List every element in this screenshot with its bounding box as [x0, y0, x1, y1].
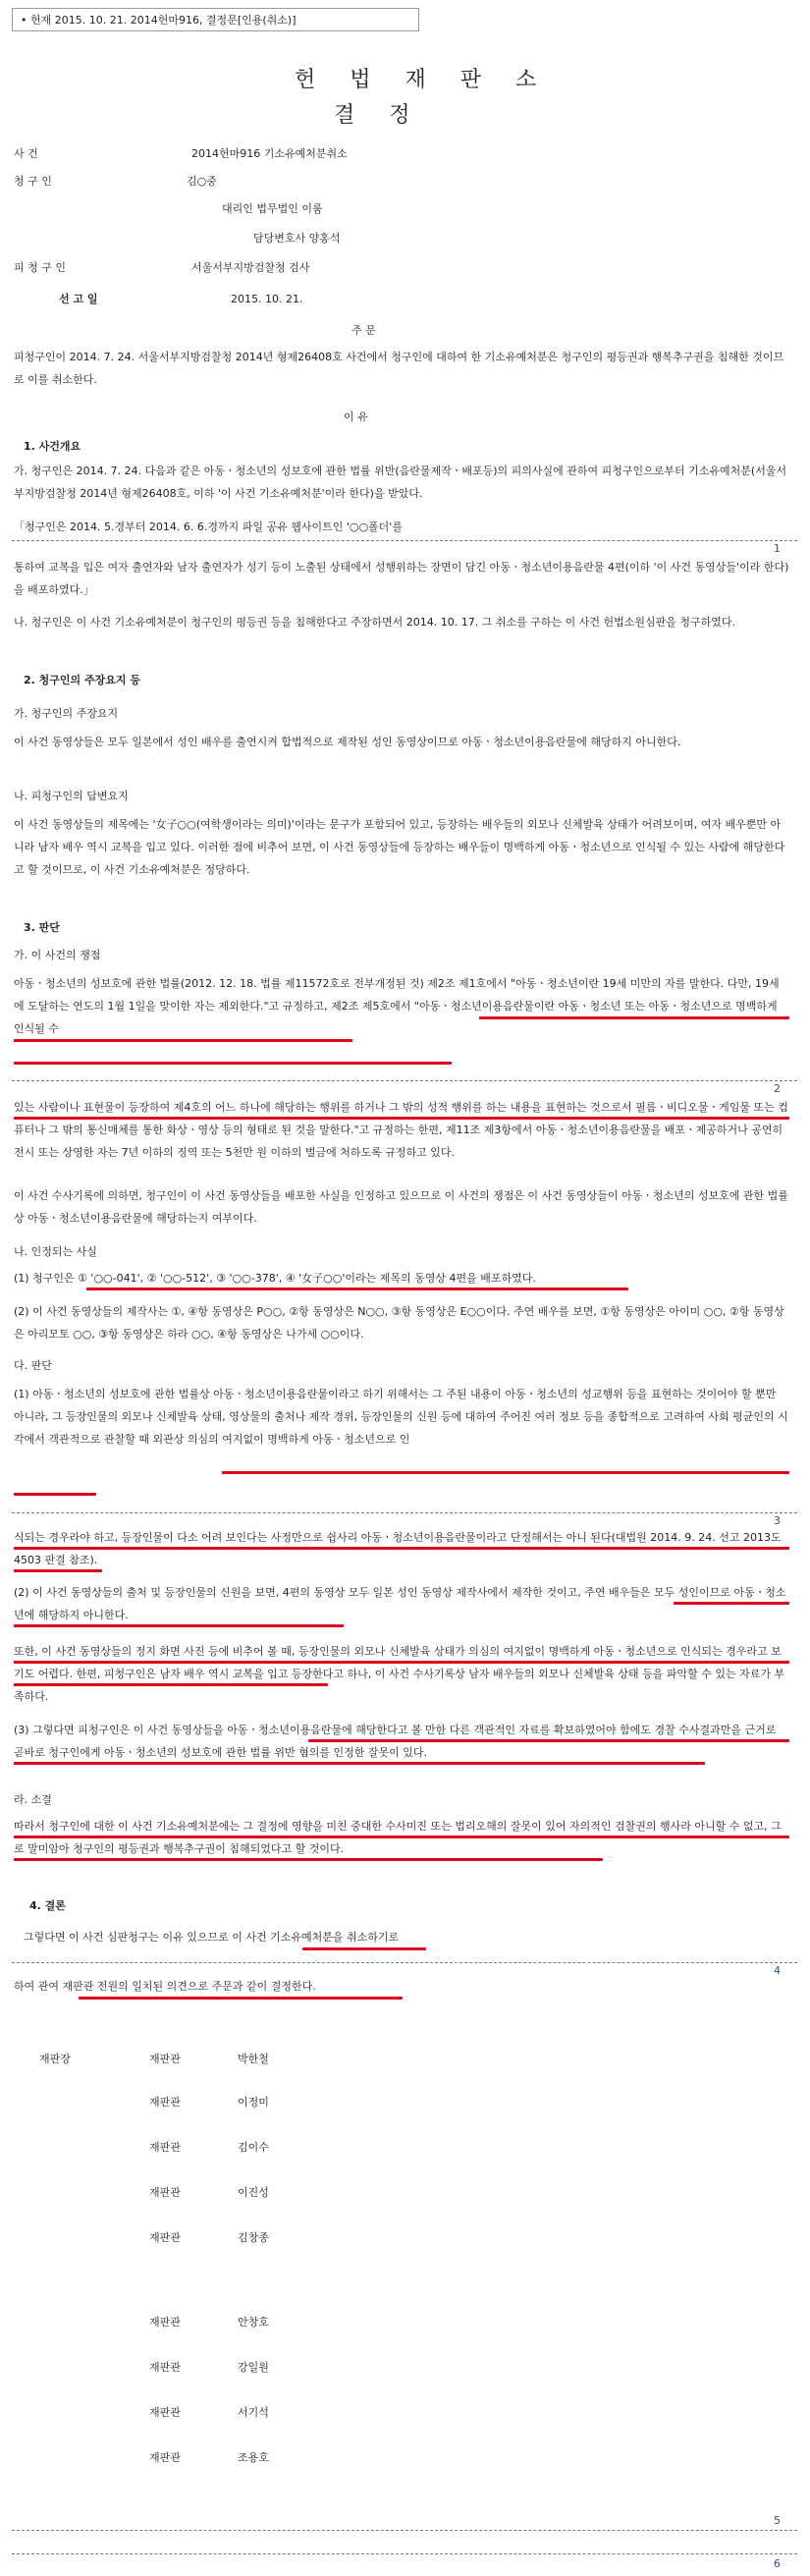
section-3-b: 나. 인정되는 사실 [14, 1245, 97, 1258]
section-3-a-text-3: 이 사건 수사기록에 의하면, 청구인이 이 사건 동영상들을 배포한 사실을 인정하고 있으므로 이 사건의 쟁점은 이 사건 동영상들이 아동ㆍ청소년의 성보호에 관한 법률상 아동ㆍ청소년이용음란물에 해당하는지 여부이다. [14, 1189, 788, 1225]
holding-text: 피청구인이 2014. 7. 24. 서울서부지방검찰청 2014년 형제26408호 사건에서 청구인에 대하여 한 기소유예처분은 청구인의 평등권과 행복추구권을 침해한 것이므로 이를 취소한다. [14, 351, 784, 386]
page-number: 5 [774, 2514, 781, 2527]
section-3-c: 다. 판단 [14, 1359, 52, 1372]
page-divider [12, 540, 797, 541]
section-4-text-2: 하여 관여 재판관 전원의 일치된 의견으로 주문과 같이 결정한다. [14, 1980, 316, 1993]
underline-1 [479, 1016, 789, 1019]
judge-name: 안창호 [238, 2316, 269, 2329]
judge-name: 서기석 [238, 2406, 269, 2419]
section-3-c-2: (2) 이 사건 동영상들의 출처 및 등장인물의 신원을 보면, 4편의 동영상 모두 일본 성인 동영상 제작사에서 제작한 것이고, 주연 배우들은 모두 성인이므로 아동ㆍ청소년에 해당하지 아니한다. [14, 1586, 786, 1621]
underline-10 [674, 1602, 789, 1605]
section-3-c-2b: 또한, 이 사건 동영상들의 정지 화면 사진 등에 비추어 볼 때, 등장인물의 외모나 신체발육 상태가 의심의 여지없이 명백하게 아동ㆍ청소년으로 인식되는 경우라고 보기도 어렵다. 한편, 피청구인은 남자 배우 역시 교복을 입고 등장한다고 하나, 이 사건 수사기록상 남자 배우들의 외모나 신체발육 상태 등을 파악할 수 있는 자료가 부족하다. [14, 1645, 785, 1703]
judge-name: 이정미 [238, 2096, 269, 2109]
page-number: 3 [774, 1514, 781, 1527]
underline-18 [302, 1947, 426, 1950]
section-1-title: 1. 사건개요 [24, 440, 81, 453]
underline-7 [14, 1493, 96, 1496]
decision-title: 결 정 [334, 103, 424, 128]
section-3-c-1a: (1) 아동ㆍ청소년의 성보호에 관한 법률상 아동ㆍ청소년이용음란물이라고 하기 위해서는 그 주된 내용이 아동ㆍ청소년의 성교행위 등을 표현하는 것이어야 할 뿐만 아니라, 그 등장인물의 외모나 신체발육 상태, 영상물의 출처나 제작 경위, 등장인물의 신원 등에 대하여 주어진 여러 정보 등을 종합적으로 고려하여 사회 평균인의 시각에서 객관적으로 관찰할 때 외관상 의심의 여지없이 명백하게 아동ㆍ청소년으로 인 [14, 1388, 788, 1446]
section-3-title: 3. 판단 [24, 921, 60, 934]
judge-name: 이진성 [238, 2186, 269, 2199]
section-3-d-text: 따라서 청구인에 대한 이 사건 기소유예처분에는 그 결정에 영향을 미친 중대한 수사미진 또는 법리오해의 잘못이 있어 자의적인 검찰권의 행사라 아니할 수 없고, 그로 말미암아 청구인의 평등권과 행복추구권이 침해되었다고 할 것이다. [14, 1820, 782, 1855]
section-4-title: 4. 결론 [29, 1899, 66, 1912]
judge-name: 조용호 [238, 2451, 269, 2464]
underline-16 [14, 1836, 789, 1838]
agent: 대리인 법무법인 이룸 [222, 202, 323, 215]
judge-name: 강일원 [238, 2361, 269, 2374]
judge-title: 재판관 [149, 2053, 181, 2065]
underline-12 [14, 1661, 789, 1664]
judge-title: 재판관 [149, 2096, 181, 2109]
section-1-para-1: 가. 청구인은 2014. 7. 24. 다음과 같은 아동ㆍ청소년의 성보호에 관한 법률 위반(음란물제작ㆍ배포등)의 피의사실에 관하여 피청구인으로부터 기소유예처분(서울서부지방검찰청 2014년 형제26408호, 이하 '이 사건 기소유예처분'이라 한다)을 받았다. [14, 465, 787, 500]
section-2-a: 가. 청구인의 주장요지 [14, 707, 119, 720]
underline-19 [79, 1997, 403, 2000]
section-2-b-text: 이 사건 동영상들의 제목에는 '女子○○(여학생이라는 의미)'이라는 문구가 포함되어 있고, 등장하는 배우들의 외모나 신체발육 상태가 어려보이며, 여자 배우뿐만 아니라 남자 배우 역시 교복을 입고 있다. 이러한 점에 비추어 보면, 이 사건 동영상들에 등장하는 배우들이 명백하게 아동ㆍ청소년으로 인식될 수 있는 사람에 해당한다고 할 것이므로, 이 사건 기소유예처분은 정당하다. [14, 818, 785, 876]
judge-title: 재판관 [149, 2186, 181, 2199]
judge-name: 박한철 [238, 2053, 269, 2065]
judge-name: 김이수 [238, 2141, 269, 2154]
page-divider [12, 1080, 797, 1081]
section-3-a-text-1: 아동ㆍ청소년의 성보호에 관한 법률(2012. 12. 18. 법률 제11572호로 전부개정된 것) 제2조 제1호에서 "아동ㆍ청소년이란 19세 미만의 자를 말한다. 다만, 19세에 도달하는 연도의 1월 1일을 맞이한 자는 제외한다."고 규정하고, 제2조 제5호에서 "아동ㆍ청소년이용음란물이란 아동ㆍ청소년 또는 아동ㆍ청소년으로 명백하게 인식될 수 [14, 977, 780, 1035]
page-number: 1 [774, 542, 781, 555]
section-1-para-2: 나. 청구인은 이 사건 기소유예처분이 청구인의 평등권 등을 침해한다고 주장하면서 2014. 10. 17. 그 취소를 구하는 이 사건 헌법소원심판을 청구하였다. [14, 616, 735, 629]
underline-3 [14, 1062, 452, 1065]
underline-11 [14, 1624, 344, 1627]
chief-judge-label: 재판장 [39, 2053, 71, 2065]
judge-title: 재판관 [149, 2316, 181, 2329]
page-number: 4 [774, 1964, 781, 1977]
holding-heading: 주 문 [351, 324, 376, 337]
section-3-a: 가. 이 사건의 쟁점 [14, 949, 101, 961]
underline-6 [222, 1471, 789, 1474]
date-label: 선 고 일 [59, 293, 98, 305]
header-box: • 헌재 2015. 10. 21. 2014헌마916, 결정문[인용(취소)] [12, 8, 419, 31]
section-3-c-3: (3) 그렇다면 피청구인은 이 사건 동영상들을 아동ㆍ청소년이용음란물에 해당한다고 볼 만한 다른 객관적인 자료를 확보하였어야 함에도 경찰 수사결과만을 근거로 곧바로 청구인에게 아동ㆍ청소년의 성보호에 관한 법률 위반 혐의를 인정한 잘못이 있다. [14, 1724, 777, 1759]
judge-title: 재판관 [149, 2451, 181, 2464]
judge-title: 재판관 [149, 2361, 181, 2374]
respondent-value: 서울서부지방검찰청 검사 [191, 261, 310, 274]
reason-heading: 이 유 [344, 411, 368, 423]
judge-title: 재판관 [149, 2141, 181, 2154]
section-1-para-1b: 통하여 교복을 입은 여자 출연자와 남자 출연자가 성기 등이 노출된 상태에서 성행위하는 장면이 담긴 아동ㆍ청소년이용음란물 4편(이하 '이 사건 동영상들'이라 한다)을 배포하였다.」 [14, 561, 789, 596]
section-2-a-text: 이 사건 동영상들은 모두 일본에서 성인 배우를 출연시켜 합법적으로 제작된 성인 동영상이므로 아동ㆍ청소년이용음란물에 해당하지 아니한다. [14, 736, 681, 748]
section-2-b: 나. 피청구인의 답변요지 [14, 790, 129, 802]
page-number: 2 [774, 1082, 781, 1095]
page-divider [12, 1962, 797, 1963]
section-3-d: 라. 소결 [14, 1793, 52, 1806]
underline-17 [14, 1858, 603, 1861]
page-divider [12, 2553, 797, 2554]
section-2-title: 2. 청구인의 주장요지 등 [24, 674, 140, 686]
section-1-quote: 「청구인은 2014. 5.경부터 2014. 6. 6.경까지 파일 공유 웹사이트인 '○○폴더'를 [14, 521, 403, 533]
date-value: 2015. 10. 21. [231, 293, 303, 305]
court-title: 헌 법 재 판 소 [295, 68, 551, 92]
section-3-c-1b: 식되는 경우라야 하고, 등장인물이 다소 어려 보인다는 사정만으로 쉽사리 아동ㆍ청소년이용음란물이라고 단정해서는 아니 된다(대법원 2014. 9. 24. 선고 2013도4503 판결 참조). [14, 1531, 782, 1566]
petitioner-label: 청 구 인 [14, 175, 52, 188]
underline-13 [14, 1683, 328, 1686]
underline-2 [14, 1039, 352, 1042]
underline-4 [14, 1117, 789, 1120]
judge-title: 재판관 [149, 2231, 181, 2244]
section-3-a-text-2: 있는 사람이나 표현물이 등장하여 제4호의 어느 하나에 해당하는 행위를 하거나 그 밖의 성적 행위를 하는 내용을 표현하는 것으로서 필름ㆍ비디오물ㆍ게임물 또는 컴퓨터나 그 밖의 통신매체를 통한 화상ㆍ영상 등의 형태로 된 것을 말한다."고 규정하는 한편, 제11조 제3항에서 아동ㆍ청소년이용음란물을 배포ㆍ제공하거나 공연히 전시 또는 상영한 자는 7년 이하의 징역 또는 5천만 원 이하의 벌금에 처하도록 규정하고 있다. [14, 1101, 788, 1159]
underline-15 [14, 1762, 705, 1765]
attorney: 담당변호사 양홍석 [253, 232, 341, 245]
petitioner-value: 김○중 [187, 175, 217, 188]
respondent-label: 피 청 구 인 [14, 261, 66, 274]
page-divider [12, 1512, 797, 1513]
case-value: 2014헌마916 기소유예처분취소 [191, 147, 348, 160]
case-label: 사 건 [14, 147, 38, 160]
page-divider [12, 2530, 797, 2531]
underline-8 [14, 1547, 789, 1550]
page-number: 6 [774, 2557, 781, 2570]
underline-14 [308, 1739, 789, 1742]
section-3-b-1: (1) 청구인은 ① '○○-041', ② '○○-512', ③ '○○-378', ④ '女子○○'이라는 제목의 동영상 4편을 배포하였다. [14, 1272, 536, 1285]
underline-9 [14, 1569, 102, 1572]
section-4-text-1: 그렇다면 이 사건 심판청구는 이유 있으므로 이 사건 기소유예처분을 취소하기로 [24, 1931, 400, 1944]
judge-name: 김창종 [238, 2231, 269, 2244]
section-3-b-2: (2) 이 사건 동영상들의 제작사는 ①, ④항 동영상은 P○○, ②항 동영상은 N○○, ③항 동영상은 E○○이다. 주연 배우를 보면, ①항 동영상은 아이미 ○○, ②항 동영상은 아리모토 ○○, ③항 동영상은 하라 ○○, ④항 동영상은 나가세 ○○이다. [14, 1305, 784, 1341]
judge-title: 재판관 [149, 2406, 181, 2419]
underline-5 [86, 1288, 628, 1290]
